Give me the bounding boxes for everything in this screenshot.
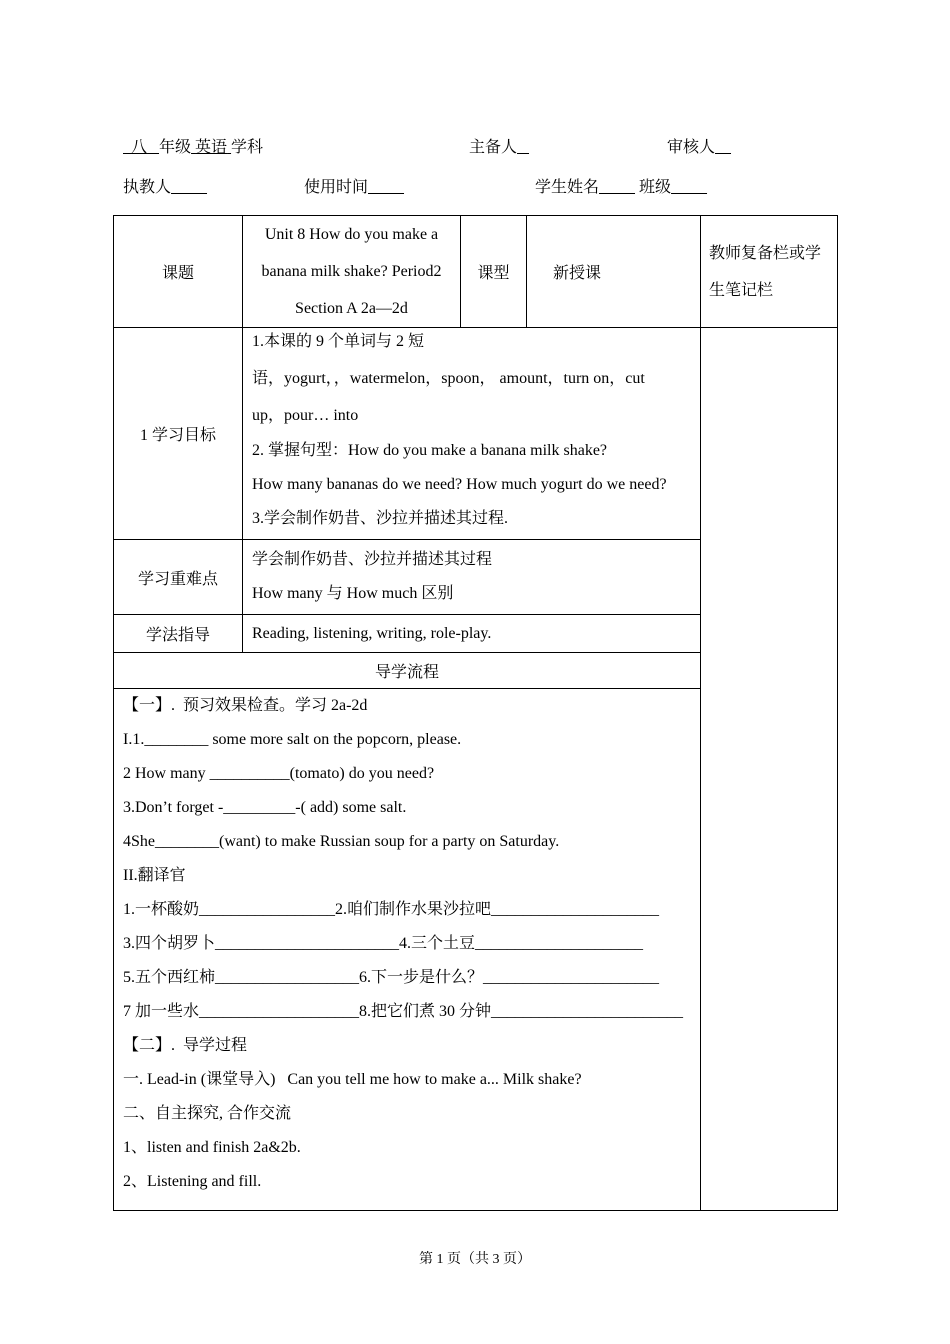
process-cell: [114, 689, 701, 1211]
process-line: 1、listen and finish 2a&2b.: [123, 1139, 301, 1156]
grade-value: 八: [131, 139, 148, 156]
methods-value: Reading, listening, writing, role-play.: [243, 615, 701, 653]
objectives-label: 1 学习目标: [114, 328, 243, 540]
process-line: 【一】. 预习效果检查。学习 2a-2d: [123, 697, 368, 714]
student-name-field: 学生姓名 班级: [535, 179, 672, 196]
process-title: 导学流程: [114, 653, 701, 689]
key-points-label: 学习重难点: [114, 540, 243, 615]
type-value: 新授课: [527, 216, 701, 328]
objective-line: 语，yogurt，，watermelon，spoon， amount，turn on，cut: [252, 370, 645, 387]
objective-line: 2. 掌握句型：How do you make a banana milk shake?: [252, 442, 608, 459]
process-line: 2 How many __________(tomato) do you need?: [123, 765, 435, 782]
process-line: 4She________(want) to make Russian soup for a party on Saturday.: [123, 833, 560, 850]
process-line: 2、Listening and fill.: [123, 1173, 262, 1190]
process-line: 3.Don’t forget -_________-( add) some salt.: [123, 799, 407, 816]
grade-suffix: 年级: [159, 139, 192, 156]
objective-line: 3.学会制作奶昔、沙拉并描述其过程.: [252, 510, 509, 527]
process-line: 一. Lead-in (课堂导入) Can you tell me how to make a... Milk shake?: [123, 1071, 582, 1088]
objective-line: 1.本课的 9 个单词与 2 短: [252, 333, 425, 350]
objectives-cell: [243, 328, 701, 540]
process-line: 【二】. 导学过程: [123, 1037, 248, 1054]
subject-suffix: 学科: [231, 139, 264, 156]
type-label: 课型: [461, 216, 527, 328]
key-point-line: 学会制作奶昔、沙拉并描述其过程: [252, 551, 493, 568]
process-line: II.翻译官: [123, 867, 186, 884]
process-line: 1.一杯酸奶_________________2.咱们制作水果沙拉吧_____________________: [123, 901, 660, 918]
key-point-line: How many 与 How much 区别: [252, 585, 454, 602]
reviewer-field: 审核人: [667, 139, 716, 156]
process-line: 5.五个西红柿__________________6.下一步是什么？______________________: [123, 969, 660, 986]
objective-line: up，pour… into: [252, 407, 359, 424]
header-grade-line: [123, 138, 263, 158]
notes-column-label: 教师复备栏或学生笔记栏: [701, 216, 838, 328]
topic-label: 课题: [114, 216, 243, 328]
topic-value: Unit 8 How do you make a banana milk shake? Period2 Section A 2a—2d: [243, 216, 461, 328]
lesson-plan-table: [113, 215, 838, 1211]
key-points-cell: [243, 540, 701, 615]
notes-column: [701, 328, 838, 1211]
use-time-field: 使用时间: [304, 179, 369, 196]
process-line: I.1.________ some more salt on the popcorn, please.: [123, 731, 462, 748]
process-line: 3.四个胡罗卜_______________________4.三个土豆_____________________: [123, 935, 644, 952]
teacher-field: 执教人: [123, 179, 172, 196]
page-footer: 第 1 页（共 3 页）: [419, 1252, 531, 1267]
objective-line: How many bananas do we need? How much yogurt do we need?: [252, 476, 667, 493]
methods-label: 学法指导: [114, 615, 243, 653]
process-line: 二、自主探究, 合作交流: [123, 1105, 292, 1122]
subject-value: 英语: [195, 139, 228, 156]
process-line: 7 加一些水____________________8.把它们煮 30 分钟________________________: [123, 1003, 684, 1020]
preparer-field: 主备人: [469, 139, 518, 156]
